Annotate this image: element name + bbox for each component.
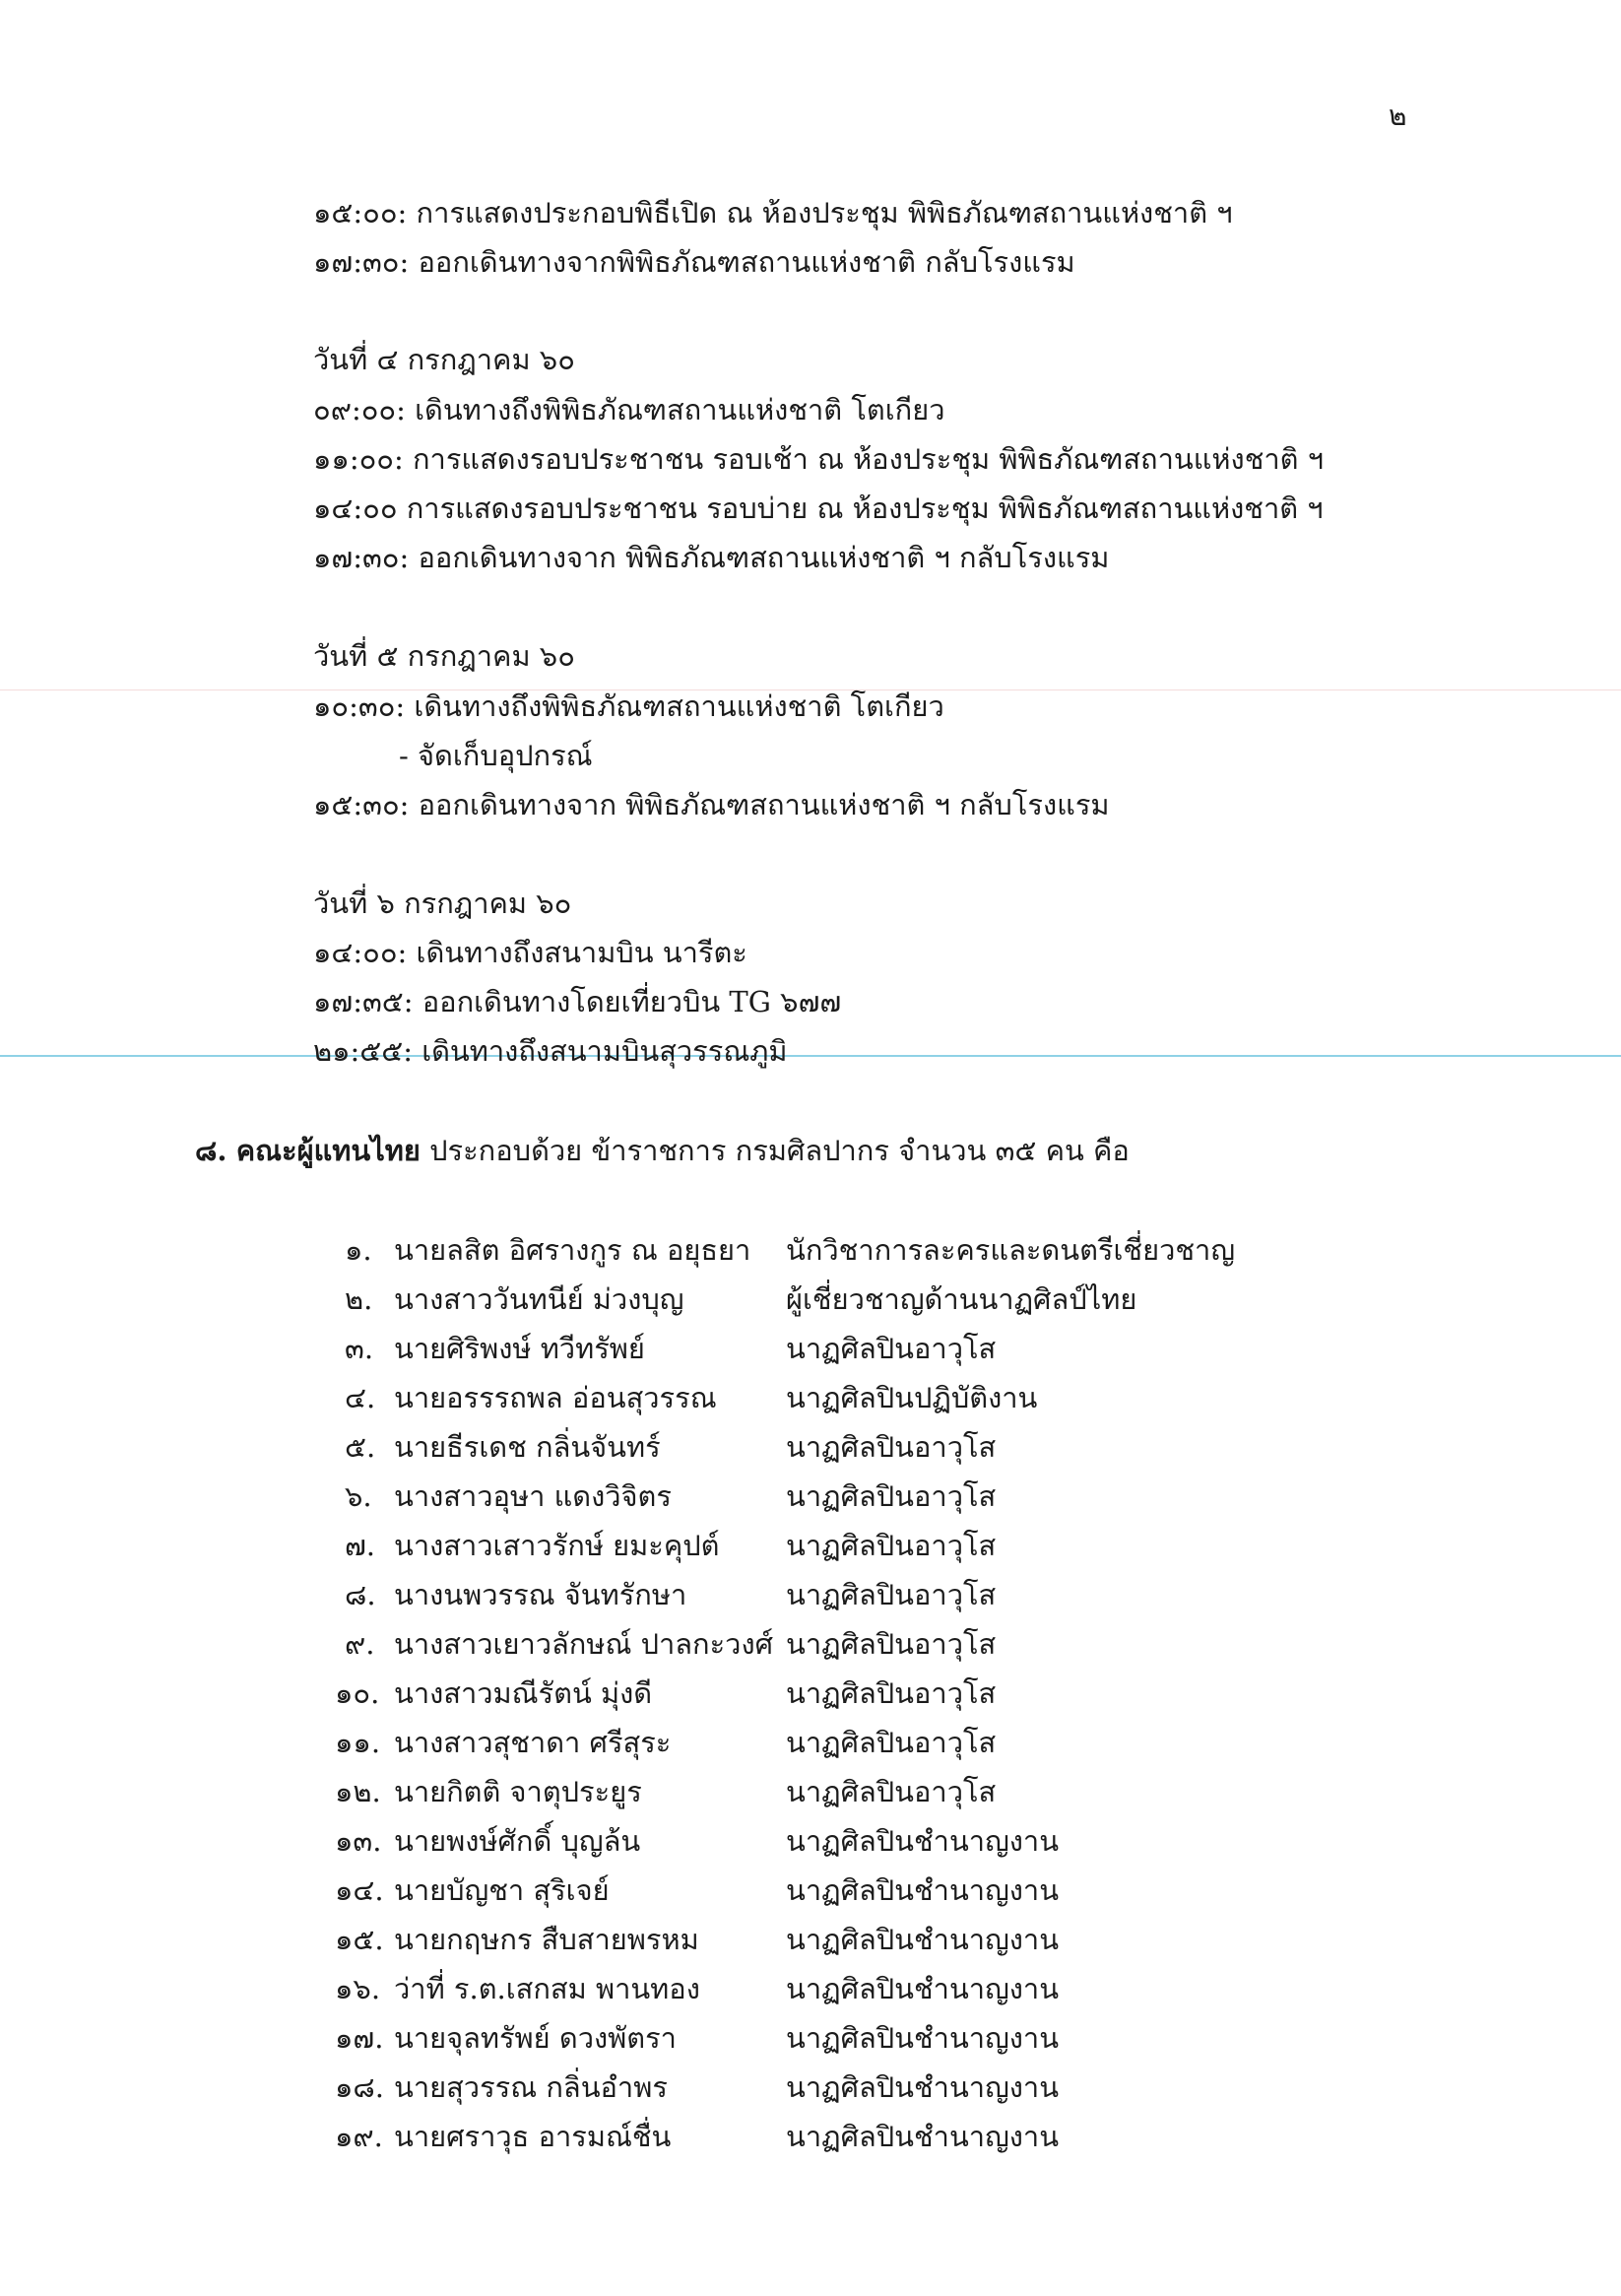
schedule-time: ๑๗:๓๕:	[313, 985, 414, 1018]
schedule-row	[313, 785, 1110, 824]
member-row	[345, 1378, 375, 1417]
member-number: ๑๖.	[335, 1972, 381, 2005]
member-row	[345, 1279, 372, 1319]
member-position: นาฏศิลปินชำนาญงาน	[786, 1824, 1060, 1858]
member-position: นาฏศิลปินอาวุโส	[786, 1529, 997, 1562]
member-number: ๒.	[345, 1282, 373, 1316]
member-position: นาฏศิลปินชำนาญงาน	[786, 2021, 1060, 2055]
member-name: นายอรรรถพล อ่อนสุวรรณ	[394, 1381, 717, 1414]
schedule-date: วันที่ ๔ กรกฎาคม ๖๐	[313, 343, 575, 376]
member-number: ๑๑.	[335, 1726, 381, 1759]
member-position: นาฏศิลปินชำนาญงาน	[786, 1972, 1060, 2005]
member-number: ๔.	[345, 1381, 376, 1414]
schedule-text: ออกเดินทางโดยเที่ยวบิน TG ๖๗๗	[421, 985, 842, 1018]
scan-line	[0, 1055, 1621, 1057]
member-number: ๕.	[345, 1430, 376, 1464]
schedule-time: ๑๔:๐๐	[313, 492, 398, 525]
member-name: นางสาวเสาวรักษ์ ยมะคุปต์	[394, 1529, 720, 1562]
schedule-time: ๑๔:๐๐:	[313, 936, 408, 969]
member-position: นาฏศิลปินอาวุโส	[786, 1578, 997, 1611]
member-position: นาฏศิลปินชำนาญงาน	[786, 2120, 1060, 2153]
member-position: นาฏศิลปินอาวุโส	[786, 1332, 997, 1365]
member-position: นาฏศิลปินชำนาญงาน	[786, 1923, 1060, 1956]
schedule-time: ๑๕:๓๐:	[313, 788, 410, 821]
member-number: ๑๘.	[335, 2070, 384, 2104]
member-number: ๙.	[345, 1627, 375, 1661]
member-position: นาฏศิลปินปฏิบัติงาน	[786, 1381, 1038, 1414]
schedule-time: ๑๕:๐๐:	[313, 196, 408, 230]
member-position: นาฏศิลปินอาวุโส	[786, 1430, 997, 1464]
schedule-time: ๑๗:๓๐:	[313, 245, 410, 279]
member-row	[345, 1230, 372, 1270]
schedule-text: เดินทางถึงสนามบิน นารีตะ	[416, 936, 747, 969]
member-name: นายศราวุธ อารมณ์ชื่น	[394, 2120, 672, 2153]
member-number: ๑๐.	[335, 1676, 380, 1710]
schedule-text: การแสดงรอบประชาชน รอบบ่าย ณ ห้องประชุม พิพิธภัณฑสถานแห่งชาติ ฯ	[406, 492, 1324, 525]
member-name: นางสาวสุชาดา ศรีสุระ	[394, 1726, 672, 1759]
member-number: ๘.	[345, 1578, 376, 1611]
member-row	[345, 1329, 373, 1368]
member-position: นาฏศิลปินชำนาญงาน	[786, 2070, 1060, 2104]
member-name: นางสาววันทนีย์ ม่วงบุญ	[394, 1282, 684, 1316]
member-row	[335, 1969, 380, 2008]
member-row	[335, 1821, 381, 1861]
schedule-text: การแสดงประกอบพิธีเปิด ณ ห้องประชุม พิพิธภัณฑสถานแห่งชาติ ฯ	[416, 196, 1233, 230]
schedule-row	[313, 982, 841, 1021]
member-row	[345, 1476, 372, 1516]
member-name: นายจุลทรัพย์ ดวงพัตรา	[394, 2021, 677, 2055]
member-name: นายศิริพงษ์ ทวีทรัพย์	[394, 1332, 645, 1365]
schedule-row	[313, 933, 747, 972]
schedule-time: ๐๙:๐๐:	[313, 393, 406, 426]
member-row	[335, 2067, 384, 2107]
schedule-date: วันที่ ๕ กรกฎาคม ๖๐	[313, 639, 575, 673]
schedule-row	[313, 687, 944, 726]
member-position: นาฏศิลปินอาวุโส	[786, 1726, 997, 1759]
member-name: นายธีรเดช กลิ่นจันทร์	[394, 1430, 661, 1464]
schedule-text: เดินทางถึงพิพิธภัณฑสถานแห่งชาติ โตเกียว	[415, 393, 945, 426]
member-name: นายพงษ์ศักดิ์ บุญล้น	[394, 1824, 641, 1858]
member-name: นายบัญชา สุริเจย์	[394, 1873, 610, 1907]
member-position: นาฏศิลปินอาวุโส	[786, 1676, 997, 1710]
member-position: นาฏศิลปินอาวุโส	[786, 1627, 997, 1661]
member-position: นาฏศิลปินอาวุโส	[786, 1479, 997, 1513]
member-row	[335, 1772, 381, 1811]
page-number: ๒	[1389, 99, 1407, 132]
member-name: ว่าที่ ร.ต.เสกสม พานทอง	[394, 1972, 700, 2005]
schedule-row	[313, 439, 1324, 479]
member-position: นาฏศิลปินชำนาญงาน	[786, 1873, 1060, 1907]
schedule-row	[313, 193, 1233, 232]
member-name: นางนพวรรณ จันทรักษา	[394, 1578, 687, 1611]
member-name: นายสุวรรณ กลิ่นอำพร	[394, 2070, 668, 2104]
member-position: ผู้เชี่ยวชาญด้านนาฏศิลป์ไทย	[786, 1282, 1137, 1316]
schedule-time: ๒๑:๕๕:	[313, 1034, 413, 1068]
schedule-row	[313, 1031, 787, 1071]
section-number: ๘.	[195, 1134, 227, 1167]
schedule-subitem: - จัดเก็บอุปกรณ์	[399, 739, 593, 772]
section-heading	[195, 1131, 1130, 1170]
section-text: ประกอบด้วย ข้าราชการ กรมศิลปากร จำนวน ๓๕ คน คือ	[429, 1134, 1130, 1167]
schedule-text: เดินทางถึงพิพิธภัณฑสถานแห่งชาติ โตเกียว	[414, 689, 944, 723]
schedule-text: การแสดงรอบประชาชน รอบเช้า ณ ห้องประชุม พิพิธภัณฑสถานแห่งชาติ ฯ	[412, 442, 1324, 476]
member-row	[345, 1526, 375, 1565]
member-position: นักวิชาการละครและดนตรีเชี่ยวชาญ	[786, 1233, 1236, 1267]
member-row	[345, 1624, 374, 1664]
member-position: นาฏศิลปินอาวุโส	[786, 1775, 997, 1808]
schedule-time: ๑๑:๐๐:	[313, 442, 404, 476]
member-number: ๑๕.	[335, 1923, 384, 1956]
member-number: ๖.	[345, 1479, 372, 1513]
member-number: ๑.	[345, 1233, 372, 1267]
member-name: นางสาวมณีรัตน์ มุ่งดี	[394, 1676, 653, 1710]
member-name: นายลสิต อิศรางกูร ณ อยุธยา	[394, 1233, 751, 1267]
member-name: นายกฤษกร สืบสายพรหม	[394, 1923, 699, 1956]
member-number: ๑๓.	[335, 1824, 382, 1858]
schedule-row	[313, 390, 945, 429]
member-row	[345, 1427, 375, 1467]
member-number: ๑๗.	[335, 2021, 384, 2055]
member-number: ๓.	[345, 1332, 374, 1365]
member-row	[335, 2117, 383, 2156]
section-title: คณะผู้แทนไทย	[235, 1134, 421, 1167]
member-number: ๑๒.	[335, 1775, 381, 1808]
schedule-row	[313, 489, 1324, 528]
schedule-row	[313, 538, 1109, 577]
schedule-time: ๑๗:๓๐:	[313, 541, 410, 574]
member-number: ๑๙.	[335, 2120, 383, 2153]
member-name: นางสาวเยาวลักษณ์ ปาลกะวงศ์	[394, 1627, 774, 1661]
schedule-time: ๑๐:๓๐:	[313, 689, 406, 723]
schedule-text: เดินทางถึงสนามบินสุวรรณภูมิ	[421, 1034, 788, 1068]
member-row	[335, 1870, 384, 1910]
schedule-text: ออกเดินทางจากพิพิธภัณฑสถานแห่งชาติ กลับโรงแรม	[418, 245, 1075, 279]
schedule-date: วันที่ ๖ กรกฎาคม ๖๐	[313, 886, 572, 920]
member-row	[345, 1575, 376, 1614]
member-row	[335, 1673, 379, 1713]
member-number: ๑๔.	[335, 1873, 384, 1907]
member-row	[335, 1920, 384, 1959]
schedule-text: ออกเดินทางจาก พิพิธภัณฑสถานแห่งชาติ ฯ กลับโรงแรม	[418, 788, 1110, 821]
member-number: ๗.	[345, 1529, 376, 1562]
member-name: นางสาวอุษา แดงวิจิตร	[394, 1479, 672, 1513]
member-row	[335, 1723, 380, 1762]
schedule-text: ออกเดินทางจาก พิพิธภัณฑสถานแห่งชาติ ฯ กลับโรงแรม	[418, 541, 1110, 574]
member-name: นายกิตติ จาตุประยูร	[394, 1775, 642, 1808]
member-row	[335, 2018, 383, 2058]
schedule-row	[313, 242, 1075, 282]
